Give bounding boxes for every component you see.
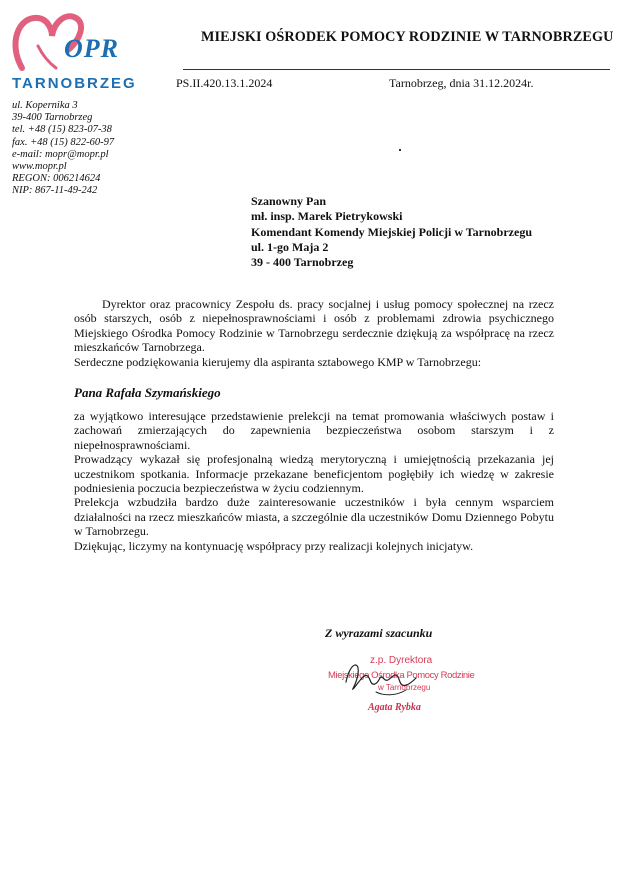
addressee-position: Komendant Komendy Miejskiej Policji w Tarnobrzegu [251, 224, 532, 239]
honoree-name: Pana Rafała Szymańskiego [74, 385, 221, 400]
closing-salutation: Z wyrazami szacunku [325, 626, 433, 640]
contact-website: www.mopr.pl [12, 161, 67, 173]
contact-address: ul. Kopernika 3 [12, 100, 78, 111]
letter-intro [74, 297, 554, 369]
place-date: Tarnobrzeg, dnia 31.12.2024r. [389, 76, 534, 90]
contact-block [12, 100, 114, 198]
thanks-paragraph: Serdeczne podziękowania kierujemy dla aspiranta sztabowego KMP w Tarnobrzegu: [74, 354, 482, 369]
body-paragraph-4: Dziękując, liczymy na kontynuację współpracy przy realizacji kolejnych inicjatyw. [74, 538, 474, 553]
contact-email: e-mail: mopr@mopr.pl [12, 148, 109, 160]
addressee-name: mł. insp. Marek Pietrykowski [251, 209, 403, 224]
stamp-line-3: w Tarnobrzegu [378, 683, 431, 692]
header-divider [183, 69, 610, 70]
intro-paragraph: Dyrektor oraz pracownicy Zespołu ds. pracy socjalnej i usług pomocy społecznej na rzecz osób starszych, osób z niepełnosprawnościami i osób z problemami zdrowia psychicznego Miejskiego Ośrodka Pomocy Rodzinie w Tarnobrzegu serdecznie dziękują za współpracę na rzecz mieszkańców Tarnobrzega. [74, 297, 554, 355]
contact-regon: REGON: 006214624 [12, 173, 101, 185]
contact-postal: 39-400 Tarnobrzeg [12, 112, 93, 124]
addressee-salutation: Szanowny Pan [251, 194, 327, 208]
logo-word: OPR [64, 34, 119, 63]
body-paragraph-2: Prowadzący wykazał się profesjonalną wiedzą merytoryczną i umiejętnością przekazania jej uczestnikom spotkania. Informacje przekazane beneficjentom pogłębiły ich wiedzę w zakresie podniesienia poczucia bezpieczeństwa w życiu codziennym. [74, 452, 554, 496]
scan-dot [399, 149, 401, 151]
logo-city: TARNOBRZEG [12, 75, 137, 92]
addressee-street: ul. 1-go Maja 2 [251, 239, 329, 254]
contact-phone: tel. +48 (15) 823-07-38 [12, 124, 112, 136]
addressee-block [251, 194, 532, 270]
org-title: MIEJSKI OŚRODEK POMOCY RODZINIE W TARNOBRZEGU [201, 29, 614, 45]
body-paragraph-3: Prelekcja wzbudziła bardzo duże zainteresowanie uczestników i była cennym wsparciem działalności na rzecz mieszkańców miasta, a szczególnie dla uczestników Domu Dziennego Pobytu w Tarnobrzegu. [74, 495, 554, 539]
signer-name: Agata Rybka [368, 702, 421, 713]
body-paragraph-1: za wyjątkowo interesujące przedstawienie prelekcji na temat promowania właściwych postaw i zachowań zmierzających do zapewnienia bezpieczeństwa osobom starszym i z niepełnosprawnościami. [74, 409, 554, 452]
stamp-line-2: Miejskiego Ośrodka Pomocy Rodzinie [328, 670, 475, 681]
reference-number: PS.II.420.13.1.2024 [176, 76, 273, 90]
letter-body [74, 409, 554, 553]
contact-fax: fax. +48 (15) 822-60-97 [12, 136, 115, 148]
contact-nip: NIP: 867-11-49-242 [12, 185, 98, 197]
handwritten-signature [336, 652, 446, 702]
addressee-city: 39 - 400 Tarnobrzeg [251, 255, 354, 270]
stamp-line-1: z.p. Dyrektora [370, 655, 433, 666]
